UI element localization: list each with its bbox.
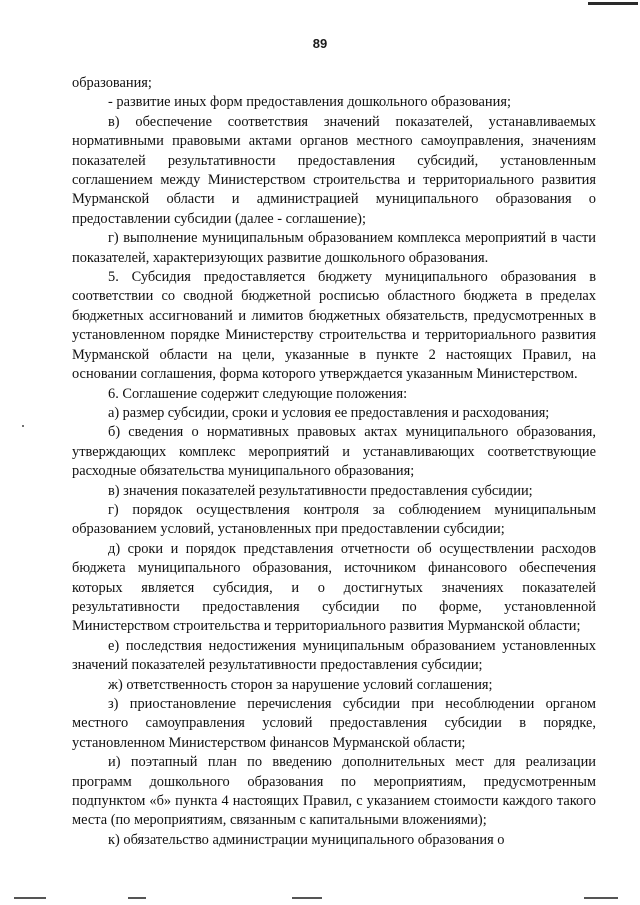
paragraph-item-g: г) выполнение муниципальным образованием комплекса мероприятий в части показателей, характеризующих развитие дошкольного образования. — [72, 230, 596, 266]
paragraph-clause-5: 5. Субсидия предоставляется бюджету муниципального образования в соответствии со сводной бюджетной росписью областного бюджета в пределах бюджетных ассигнований и лимитов бюджетных обязательств, предусмотренных в установленном порядке Министерству строительства и территориального развития Мурманской области на цели, указанные в пункте 2 настоящих Правил, на основании соглашения, форма которого утверждается указанным Министерством. — [72, 269, 596, 383]
bottom-edge-mark — [128, 897, 146, 899]
corner-mark — [588, 2, 638, 5]
paragraph-item-g2: г) порядок осуществления контроля за соблюдением муниципальным образованием условий, установленных при предоставлении субсидии; — [72, 501, 596, 538]
paragraph-clause-6: 6. Соглашение содержит следующие положения: — [108, 385, 408, 402]
paragraph-continuation: образования; — [72, 75, 152, 91]
paragraph-item-k: к) обязательство администрации муниципального образования о — [108, 831, 505, 848]
paragraph-item-b: б) сведения о нормативных правовых актах муниципального образования, утверждающих комплекс мероприятий и устанавливающих соответствующие расходные обязательства муниципального образования; — [72, 424, 596, 480]
paragraph-item-d: д) сроки и порядок представления отчетности об осуществлении расходов бюджета муниципального образования, источником финансового обеспечения которых является субсидия, и о достигнутых значениях показателей результативности предоставления субсидии по форме, установленной Министерством строительства и территориального развития Мурманской области; — [72, 540, 596, 635]
paragraph-item-i: и) поэтапный план по введению дополнительных мест для реализации программ дошкольного образования по мероприятиям, предусмотренным подпунктом «б» пункта 4 настоящих Правил, с указанием стоимости каждого такого места (по мероприятиям, связанным с капитальными вложениями); — [72, 754, 596, 829]
paragraph-list-dash: - развитие иных форм предоставления дошкольного образования; — [108, 94, 511, 111]
bottom-edge-mark — [584, 897, 618, 899]
bottom-edge-mark — [292, 897, 322, 899]
scan-speck — [22, 425, 24, 427]
paragraph-item-zh: ж) ответственность сторон за нарушение условий соглашения; — [108, 676, 493, 693]
paragraph-item-a: а) размер субсидии, сроки и условия ее предоставления и расходования; — [108, 404, 550, 421]
document-body — [72, 74, 596, 850]
page-number: 89 — [312, 36, 328, 51]
paragraph-item-z: з) приостановление перечисления субсидии при несоблюдении органом местного самоуправления условий предоставления субсидии в порядке, установленном Министерством финансов Мурманской области; — [72, 696, 596, 751]
bottom-edge-mark — [14, 897, 46, 899]
paragraph-item-e: е) последствия недостижения муниципальным образованием установленных значений показателей результативности предоставления субсидии; — [72, 637, 596, 674]
paragraph-item-v2: в) значения показателей результативности предоставления субсидии; — [108, 482, 533, 499]
paragraph-item-v: в) обеспечение соответствия значений показателей, устанавливаемых нормативными правовыми актами органов местного самоуправления, значениям показателей результативности предоставления субсидий, установленным соглашением между Министерством строительства и территориального развития Мурманской области и администрацией муниципального образования о предоставлении субсидии (далее - соглашение); — [72, 113, 596, 227]
